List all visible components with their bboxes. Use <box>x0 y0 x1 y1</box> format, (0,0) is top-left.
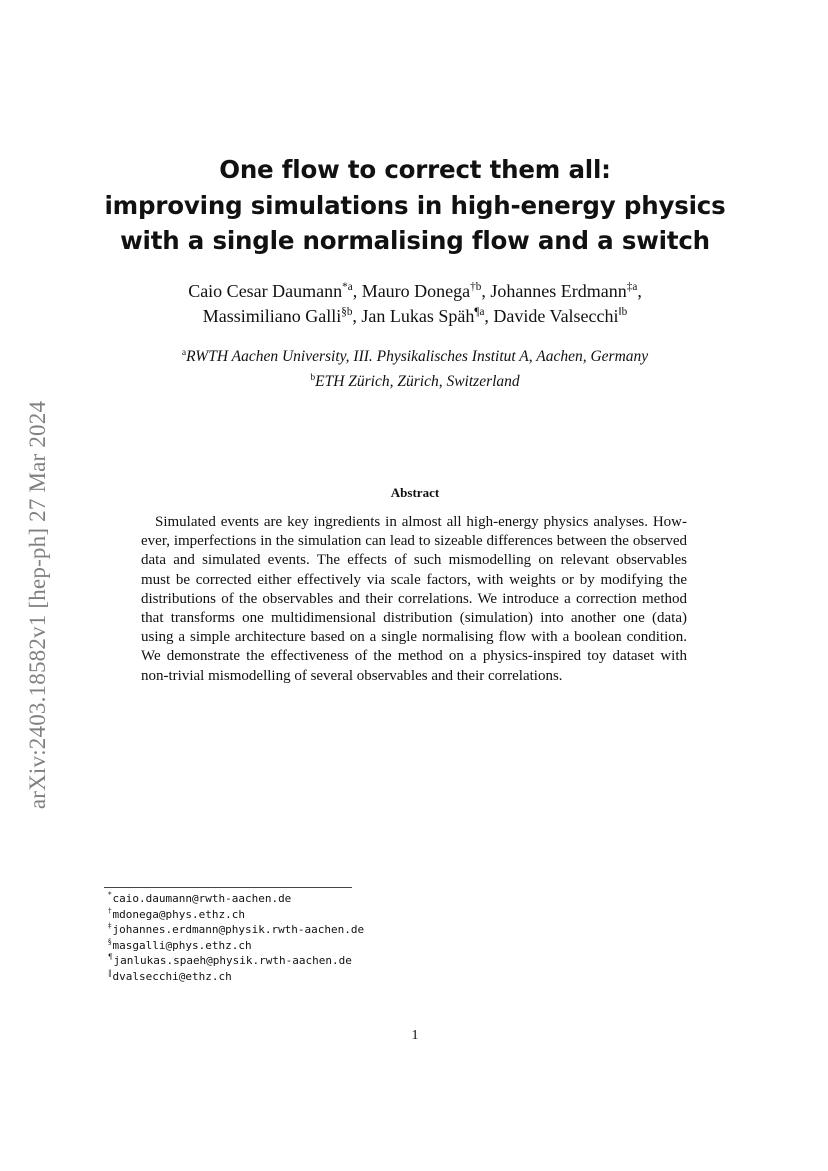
arxiv-identifier: arXiv:2403.18582v1 [hep-ph] 27 Mar 2024 <box>25 400 50 810</box>
footnote <box>108 922 364 938</box>
author-name: Jan Lukas Späh <box>361 306 475 326</box>
footnote <box>108 938 364 954</box>
paper-title <box>100 152 730 259</box>
affiliation-mark: b <box>310 371 316 383</box>
abstract-line: must be corrected either effectively via scale factors, with weights or by modifying the <box>141 571 687 588</box>
footnote-email: janlukas.spaeh@physik.rwth-aachen.de <box>113 954 352 967</box>
affiliations <box>100 344 730 394</box>
footnote-email: caio.daumann@rwth-aachen.de <box>112 892 292 905</box>
abstract-line: non-trivial mismodelling of several observables and their correlations. <box>141 667 563 684</box>
affiliation-mark: a <box>181 346 187 358</box>
abstract-line: ever, imperfections in the simulation can lead to sizeable differences between the observed <box>141 533 687 550</box>
author-marks: ‖b <box>618 305 628 318</box>
footnote-mark: ‡ <box>108 922 112 930</box>
affiliation-text: RWTH Aachen University, III. Physikalisches Institut A, Aachen, Germany <box>186 348 649 365</box>
title-line-3: with a single normalising flow and a switch <box>120 226 710 255</box>
footnotes <box>108 891 364 984</box>
author-line-2: Massimiliano Galli$^{\S b}$, Jan Lukas Späh$^{\P a}$, Davide Valsecchi$^{‖b}$ <box>202 305 628 326</box>
author-marks: †b <box>470 280 482 293</box>
footnote-mark: ¶ <box>108 953 113 961</box>
abstract-line: that transforms one multidimensional distribution (simulation) into another one (data) <box>141 610 687 627</box>
author-name: Caio Cesar Daumann <box>188 281 343 301</box>
arxiv-side-stamp <box>20 355 56 855</box>
footnote-mark: * <box>108 891 112 899</box>
footnote <box>108 891 364 907</box>
abstract-line: We demonstrate the effectiveness of the method on a physics-inspired toy dataset with <box>141 648 687 665</box>
footnote-mark: † <box>108 906 112 915</box>
author-name: Davide Valsecchi <box>493 306 619 326</box>
footnote-rule <box>104 887 352 888</box>
abstract-line: data and simulated events. The effects of such mismodelling on relevant observables <box>141 552 687 569</box>
author-marks: ¶a <box>474 305 485 318</box>
author-marks: §b <box>341 305 353 318</box>
footnote-email: masgalli@phys.ethz.ch <box>112 938 252 952</box>
author-marks: *a <box>342 280 353 293</box>
affiliation <box>100 344 730 369</box>
affiliation-text: ETH Zürich, Zürich, Switzerland <box>315 373 520 390</box>
footnote <box>108 953 364 969</box>
footnote-email: mdonega@phys.ethz.ch <box>112 907 245 921</box>
footnote-email: dvalsecchi@ethz.ch <box>112 969 232 983</box>
title-line-1: One flow to correct them all: <box>219 155 611 184</box>
abstract-line: using a simple architecture based on a single normalising flow with a boolean condition. <box>141 629 687 646</box>
footnote-mark: ‖ <box>108 968 112 977</box>
author-line-1: Caio Cesar Daumann$^{*a}$, Mauro Donega$^{\dagger b}$, Johannes Erdmann$^{\ddagger a}$, <box>188 280 642 301</box>
abstract-body <box>141 513 687 686</box>
abstract-line: Simulated events are key ingredients in almost all high-energy physics analyses. How- <box>155 514 687 530</box>
footnote-mark: § <box>108 937 112 946</box>
footnote-email: johannes.erdmann@physik.rwth-aachen.de <box>112 923 365 936</box>
title-line-2: improving simulations in high-energy physics <box>104 190 726 220</box>
author-marks: ‡a <box>626 280 638 293</box>
author-name: Massimiliano Galli <box>202 306 342 326</box>
abstract-line: distributions of the observables and their correlations. We introduce a correction method <box>141 590 687 607</box>
author-list <box>100 279 730 329</box>
footnote <box>108 969 364 985</box>
abstract-heading: Abstract <box>390 485 440 500</box>
footnote <box>108 907 364 923</box>
author-name: Johannes Erdmann <box>490 281 627 301</box>
author-name: Mauro Donega <box>361 281 471 301</box>
affiliation <box>100 369 730 394</box>
page-number: 1 <box>411 1028 419 1043</box>
